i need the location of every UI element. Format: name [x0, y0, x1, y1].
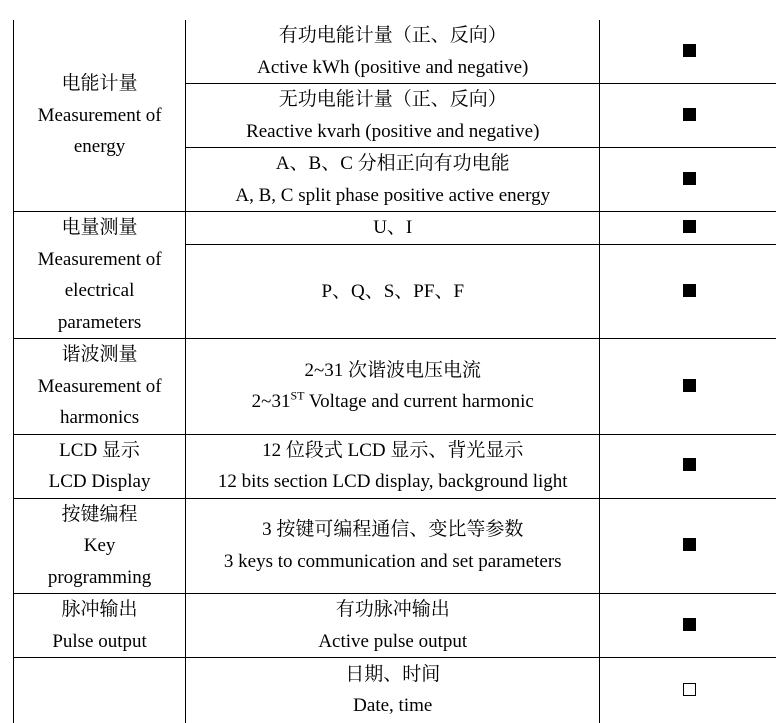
table-row — [14, 594, 776, 658]
support-cell — [600, 20, 776, 84]
support-cell — [600, 84, 776, 148]
feature-label-zh: 2~31 次谐波电压电流 — [186, 355, 599, 387]
filled-square-icon — [683, 458, 696, 471]
filled-square-icon — [683, 284, 696, 297]
feature-label-en: A, B, C split phase positive active energy — [186, 180, 599, 212]
feature-label-en: Date, time — [186, 690, 599, 722]
feature-label-zh: 3 按键可编程通信、变比等参数 — [186, 514, 599, 546]
category-cell — [14, 434, 186, 498]
category-label-en: parameters — [14, 307, 185, 339]
feature-label-en: 3 keys to communication and set parameters — [186, 546, 599, 578]
category-label-en: Measurement of — [14, 371, 185, 403]
category-label-zh: 按键编程 — [14, 499, 185, 531]
feature-label-zh: 有功电能计量（正、反向） — [186, 20, 599, 52]
feature-cell — [186, 658, 600, 723]
feature-label-zh: 有功脉冲输出 — [186, 594, 599, 626]
category-label-en: Key — [14, 530, 185, 562]
feature-label-en: Active pulse output — [186, 626, 599, 658]
support-cell — [600, 339, 776, 435]
filled-square-icon — [683, 108, 696, 121]
filled-square-icon — [683, 379, 696, 392]
feature-cell — [186, 84, 600, 148]
table-row — [14, 434, 776, 498]
category-label-en: LCD Display — [14, 466, 185, 498]
feature-label-zh: A、B、C 分相正向有功电能 — [186, 148, 599, 180]
feature-cell — [186, 434, 600, 498]
category-cell — [14, 658, 186, 723]
category-label-en: Pulse output — [14, 626, 185, 658]
feature-label-en: 2~31ST Voltage and current harmonic — [186, 386, 599, 418]
category-label-en: Measurement of — [14, 100, 185, 132]
feature-cell — [186, 498, 600, 594]
feature-label-en: Active kWh (positive and negative) — [186, 52, 599, 84]
category-label-zh: 脉冲输出 — [14, 594, 185, 626]
category-label-zh: 电能计量 — [14, 68, 185, 100]
category-label-en: energy — [14, 131, 185, 163]
feature-label-en: 12 bits section LCD display, background light — [186, 466, 599, 498]
filled-square-icon — [683, 44, 696, 57]
empty-square-icon — [683, 683, 696, 696]
category-cell — [14, 212, 186, 339]
category-label-en: programming — [14, 562, 185, 594]
filled-square-icon — [683, 220, 696, 233]
feature-label-zh: 12 位段式 LCD 显示、背光显示 — [186, 435, 599, 467]
category-label-zh: 谐波测量 — [14, 339, 185, 371]
category-label-en: harmonics — [14, 402, 185, 434]
feature-label-zh: 无功电能计量（正、反向） — [186, 84, 599, 116]
table-row — [14, 498, 776, 594]
feature-label: P、Q、S、PF、F — [186, 276, 599, 308]
support-cell — [600, 212, 776, 245]
table-row — [14, 658, 776, 723]
filled-square-icon — [683, 538, 696, 551]
category-cell — [14, 339, 186, 435]
table-row — [14, 339, 776, 435]
table-row — [14, 20, 776, 84]
feature-table — [13, 20, 776, 723]
category-cell — [14, 594, 186, 658]
feature-label-en: Reactive kvarh (positive and negative) — [186, 116, 599, 148]
filled-square-icon — [683, 618, 696, 631]
feature-cell — [186, 212, 600, 245]
table-row — [14, 212, 776, 245]
category-cell — [14, 20, 186, 212]
support-cell — [600, 498, 776, 594]
feature-label: U、I — [186, 212, 599, 244]
support-cell — [600, 658, 776, 723]
category-cell — [14, 498, 186, 594]
feature-cell — [186, 148, 600, 212]
support-cell — [600, 594, 776, 658]
category-label-en: electrical — [14, 275, 185, 307]
feature-cell — [186, 20, 600, 84]
category-label-zh: 电量测量 — [14, 212, 185, 244]
filled-square-icon — [683, 172, 696, 185]
support-cell — [600, 148, 776, 212]
feature-cell — [186, 339, 600, 435]
feature-cell — [186, 594, 600, 658]
category-label-zh: LCD 显示 — [14, 435, 185, 467]
support-cell — [600, 434, 776, 498]
category-label-en: Measurement of — [14, 244, 185, 276]
feature-cell — [186, 244, 600, 338]
feature-label-zh: 日期、时间 — [186, 659, 599, 691]
support-cell — [600, 244, 776, 338]
